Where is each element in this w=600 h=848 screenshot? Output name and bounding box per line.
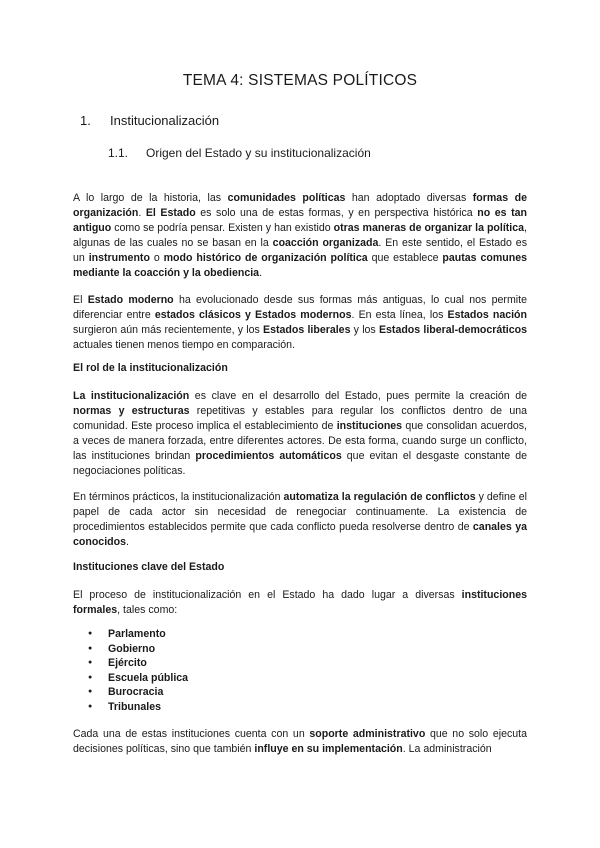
- paragraph-administration: Cada una de estas instituciones cuenta con un soporte administrativo que no solo ejecuta decisiones políticas, sino que también influye en su implementación. La administración: [73, 728, 527, 755]
- paragraph-institutionalization: La institucionalización es clave en el desarrollo del Estado, pues permite la creación de normas y estructuras repetitivas y estables para regular los conflictos dentro de una comunidad. Este proceso implica el establecimiento de instituciones que consolidan acuerdos, a veces de manera forzada, entre diferentes actores. De esta forma, cuando surge un conflicto, las instituciones brindan procedimientos automáticos que evitan el desgaste constante de negociaciones políticas.: [73, 390, 527, 477]
- list-item: ● Gobierno: [88, 642, 188, 657]
- paragraph-practical: En términos prácticos, la institucionalización automatiza la regulación de conflictos y define el papel de cada actor sin necesidad de renegociar continuamente. La existencia de procedimientos establecidos permite que cada conflicto pueda resolverse dentro de canales ya conocidos.: [73, 491, 527, 548]
- list-item: ● Escuela pública: [88, 671, 188, 686]
- paragraph-institutions-intro: El proceso de institucionalización en el Estado ha dado lugar a diversas instituciones formales, tales como:: [73, 589, 527, 616]
- section-label: Institucionalización: [110, 113, 220, 128]
- paragraph-modern-state: El Estado moderno ha evolucionado desde sus formas más antiguas, lo cual nos permite diferenciar entre estados clásicos y Estados modernos. En esta línea, los Estados nación surgieron aún más recientemente, y los Estados liberales y los Estados liberal-democráticos actuales tienen menos tiempo en comparación.: [73, 294, 527, 351]
- list-item: ● Tribunales: [88, 700, 188, 715]
- subsection-number: 1.1.: [108, 146, 129, 160]
- list-item: ● Burocracia: [88, 685, 188, 700]
- section-heading: [80, 113, 219, 128]
- heading-role: El rol de la institucionalización: [73, 362, 228, 374]
- paragraph-origin: A lo largo de la historia, las comunidades políticas han adoptado diversas formas de organización. El Estado es solo una de estas formas, y en perspectiva histórica no es tan antiguo como se podría pensar. Existen y han existido otras maneras de organizar la política, algunas de las cuales no se basan en la coacción organizada. En este sentido, el Estado es un instrumento o modo histórico de organización política que establece pautas comunes mediante la coacción y la obediencia.: [73, 192, 527, 279]
- list-item: ● Parlamento: [88, 627, 188, 642]
- subsection-heading: [108, 146, 371, 160]
- list-item: ● Ejército: [88, 656, 188, 671]
- subsection-label: Origen del Estado y su institucionalización: [146, 146, 371, 160]
- page-title: TEMA 4: SISTEMAS POLÍTICOS: [182, 72, 418, 89]
- heading-institutions: Instituciones clave del Estado: [73, 561, 225, 573]
- institutions-list: [88, 627, 188, 715]
- section-number: 1.: [80, 113, 91, 128]
